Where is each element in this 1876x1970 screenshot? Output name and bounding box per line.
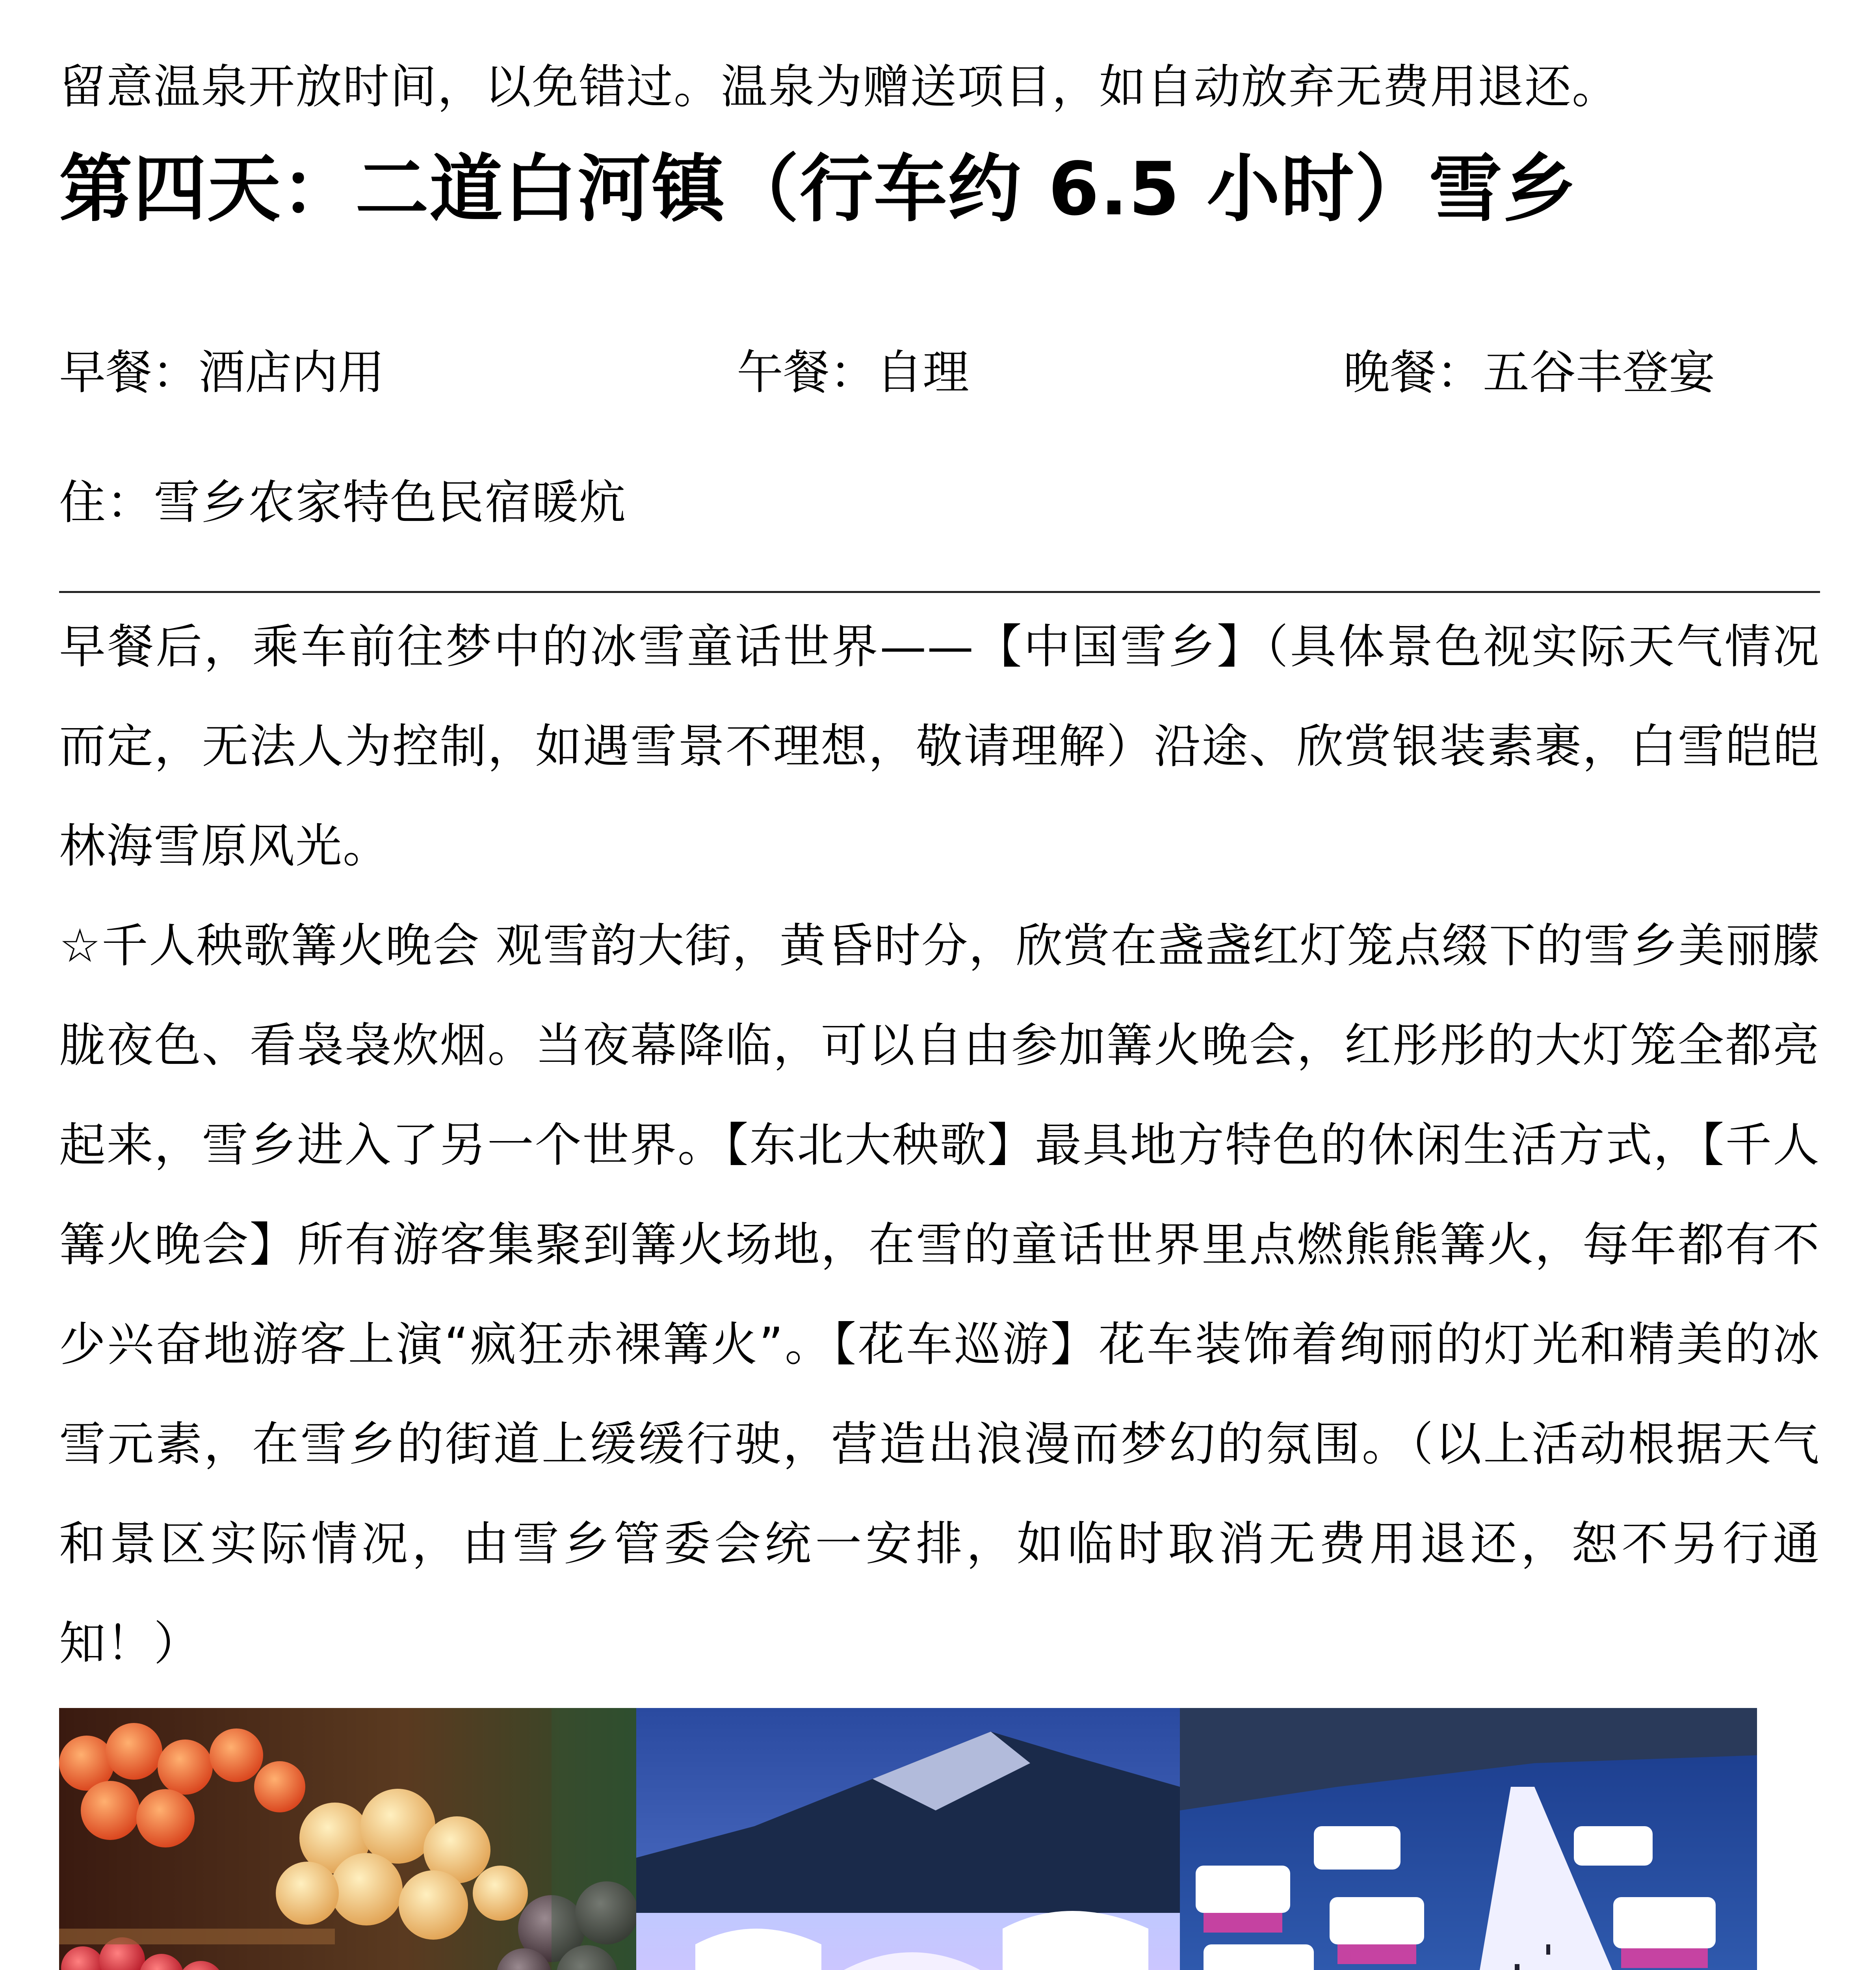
meals-row	[59, 323, 1820, 422]
lunch-info: 午餐：自理	[737, 345, 970, 400]
breakfast-info: 早餐：酒店内用	[59, 345, 385, 400]
section-divider	[59, 591, 1820, 593]
dinner-info: 晚餐：五谷丰登宴	[1343, 345, 1716, 400]
snow-village-dusk-photo	[636, 1708, 1180, 1970]
day-description	[59, 597, 1820, 1693]
hot-spring-note: 留意温泉开放时间，以免错过。温泉为赠送项目，如自动放弃无费用退还。	[59, 59, 1620, 114]
description-paragraph: ☆千人秧歌篝火晚会 观雪韵大街，黄昏时分，欣赏在盏盏红灯笼点缀下的雪乡美丽朦胧夜色、看袅袅炊烟。当夜幕降临，可以自由参加篝火晚会，红彤彤的大灯笼全都亮起来，雪乡进入了另一个世界。【东北大秧歌】最具地方特色的休闲生活方式，【千人篝火晚会】所有游客集聚到篝火场地，在雪的童话世界里点燃熊熊篝火，每年都有不少兴奋地游客上演“疯狂赤裸篝火”。【花车巡游】花车装饰着绚丽的灯光和精美的冰雪元素，在雪乡的街道上缓缓行驶，营造出浪漫而梦幻的氛围。（以上活动根据天气和景区实际情况，由雪乡管委会统一安排，如临时取消无费用退还，恕不另行通知！）	[59, 918, 1820, 1671]
lodging-info: 住：雪乡农家特色民宿暖炕	[59, 475, 627, 530]
day-title: 第四天：二道白河镇（行车约 6.5 小时）雪乡	[59, 146, 1577, 232]
frozen-fruit-photo	[59, 1708, 636, 1970]
description-paragraph: 早餐后，乘车前往梦中的冰雪童话世界——【中国雪乡】（具体景色视实际天气情况而定，无法人为控制，如遇雪景不理想，敬请理解）沿途、欣赏银装素裹，白雪皑皑林海雪原风光。	[59, 619, 1820, 873]
photo-strip	[59, 1708, 1757, 1970]
snow-town-street-photo	[1180, 1708, 1757, 1970]
